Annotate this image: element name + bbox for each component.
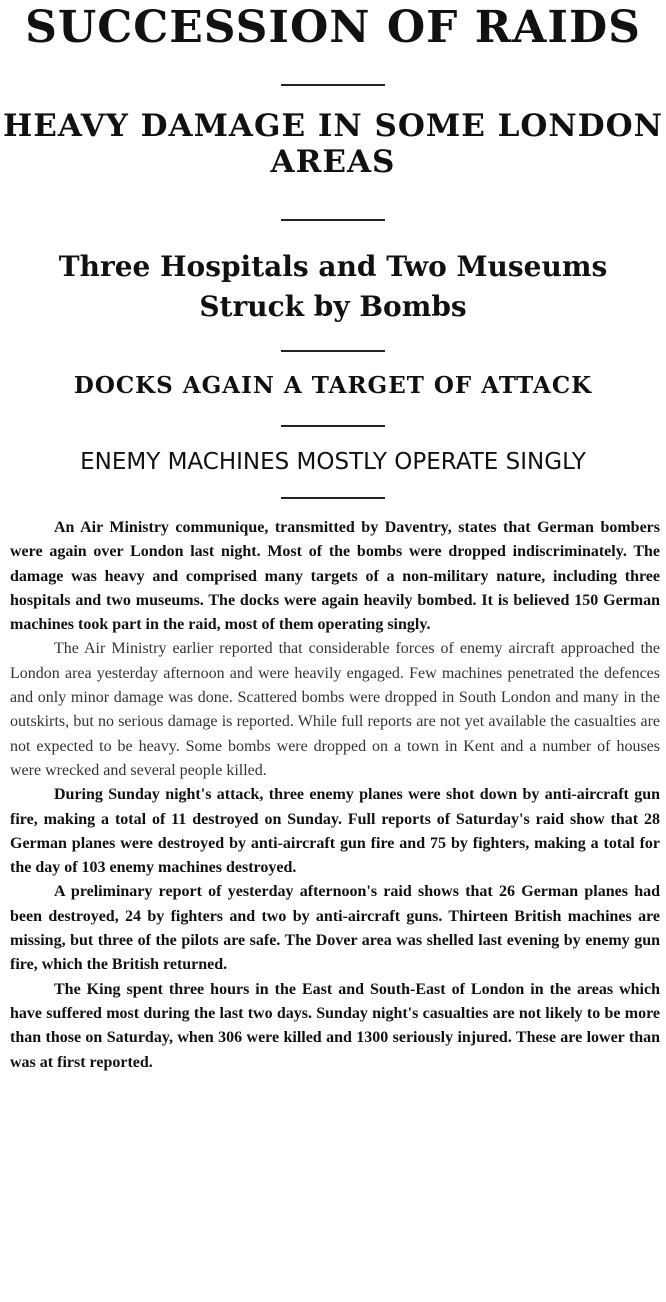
subheadline-hospitals-line1: Three Hospitals and Two Museums [58, 250, 608, 283]
paragraph: A preliminary report of yesterday afternoon's raid shows that 26 German planes had been destroyed, 24 by fighters and two by anti-aircraft guns. Thirteen British machines are missing, but three of the pilots are safe. The Dover area was shelled last evening by enemy gun fire, which the British returned. [10, 883, 660, 974]
subheadline-hospitals-line2: Struck by Bombs [199, 290, 467, 323]
subheadline-heavy-damage: HEAVY DAMAGE IN SOME LONDON AREAS [2, 108, 663, 180]
paragraph: An Air Ministry communique, transmitted by Daventry, states that German bombers were again over London last night. Most of the bombs were dropped indiscriminately. The damage was heavy and comprised many targets of a non-military nature, including three hospitals and two museums. The docks were again heavily bombed. It is believed 150 German machines took part in the raid, most of them operating singly. [10, 519, 660, 634]
subheadline-enemy-machines: ENEMY MACHINES MOSTLY OPERATE SINGLY [80, 449, 586, 475]
divider-rule [281, 497, 385, 499]
divider-rule [281, 350, 385, 352]
divider-rule [281, 425, 385, 427]
divider-rule [281, 84, 385, 86]
paragraph: The King spent three hours in the East and South-East of London in the areas which have suffered most during the last two days. Sunday night's casualties are not likely to be more than those on Saturday, when 306 were killed and 1300 seriously injured. These are lower than was at first reported. [10, 980, 660, 1071]
divider-rule [281, 219, 385, 221]
paragraph: The Air Ministry earlier reported that considerable forces of enemy aircraft approached the London area yesterday afternoon and were heavily engaged. Few machines penetrated the defences and only minor damage was done. Scattered bombs were dropped in South London and many in the outskirts, but no serious damage is reported. While full reports are not yet available the casualties are not expected to be heavy. Some bombs were dropped on a town in Kent and a number of houses were wrecked and several people killed. [10, 640, 660, 779]
paragraph: During Sunday night's attack, three enemy planes were shot down by anti-aircraft gun fire, making a total of 11 destroyed on Sunday. Full reports of Saturday's raid show that 28 German planes were destroyed by anti-aircraft gun fire and 75 by fighters, making a total for the day of 103 enemy machines destroyed. [10, 786, 660, 877]
subheadline-docks: DOCKS AGAIN A TARGET OF ATTACK [73, 372, 593, 399]
article-body [10, 516, 660, 1075]
headline: SUCCESSION OF RAIDS [25, 2, 641, 53]
